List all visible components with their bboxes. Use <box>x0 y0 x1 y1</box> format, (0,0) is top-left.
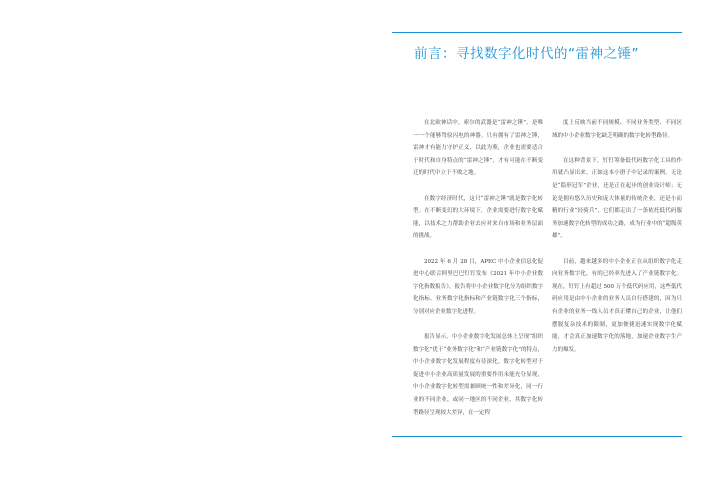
paragraph: 报告显示，中小企业数字化发展总体上呈现“组织数字化”优于“业务数字化”和“产业链数字化”的特点，中小企业数字化发展程度有待深化。数字化转型对于促进中小企业高质量发展的重要作用未能充分显现，中小企业数字化转型需兼顾统一性和差异化，同一行业的不同企业，或同一地区的不同企业，其数字化转型路径呈现较大差异，在一定程 <box>413 334 543 416</box>
paragraph: 在这种背景下，钉钉筹备低代码数字化工具的作用就凸显出来。正如这本小册子中记录的案例，无论是“隐形冠军”企业，还是正在起步的创业设计师；无论是拥有悠久历史和庞大体量的传统企业，还是小而精的行业“轻骑兵”，它们都走出了一条依托低代码服务加速数字化转型的成功之路，成为行业中的“超级英雄”。 <box>552 157 682 240</box>
right-text-column <box>552 117 682 369</box>
top-accent-rule <box>392 32 682 33</box>
left-text-column <box>413 117 543 432</box>
bottom-accent-rule <box>392 436 682 437</box>
paragraph: 在北欧神话中，索尔的武器是“雷神之锤”，是唯一一个能够驾驭闪电的神器。只有拥有了雷神之锤，雷神才有能力守护正义、以此为鉴，企业也需要适合于时代和自身特点的“雷神之锤”，才有可能在不断变迁的时代中立于不败之地。 <box>413 120 543 177</box>
paragraph: 2022 年 6 月 28 日，APEC 中小企业信息化促进中心联合阿里巴巴钉钉发布《2021 年中小企业数字化指数报告》，报告将中小企业数字化分为组织数字化指标、业务数字化指标和产业链数字化三个指标，分别对应企业数字化进程。 <box>413 258 543 315</box>
paragraph: 度上反映当前不同规模、不同业务类型、不同区域的中小企业数字化缺乏明确的数字化转型路径。 <box>552 120 682 139</box>
paragraph: 目前，越来越多的中小企业正在从组织数字化走向业务数字化，有的已经率先进入了产业链数字化。现在，钉钉上有超过 500 万个低代码应用，这些低代码应用是由中小企业的业务人员自行搭建的，因为只有企业的业务一线人员才真正懂自己的企业，让他们摆脱复杂技术的限制，更加便捷迅速实现数字化赋能，才会真正加速数字化的落地，加速企业数字生产力的爆发。 <box>552 258 682 353</box>
page-title: 前言：寻找数字化时代的“雷神之锤” <box>414 46 639 62</box>
paragraph: 在数字经济时代，这只“雷神之锤”就是数字化转型。在不断变幻的大环境下，企业需要进行数字化赋能，以技术之力帮助企业去应对来自市场和业务层面的挑战。 <box>413 195 543 240</box>
